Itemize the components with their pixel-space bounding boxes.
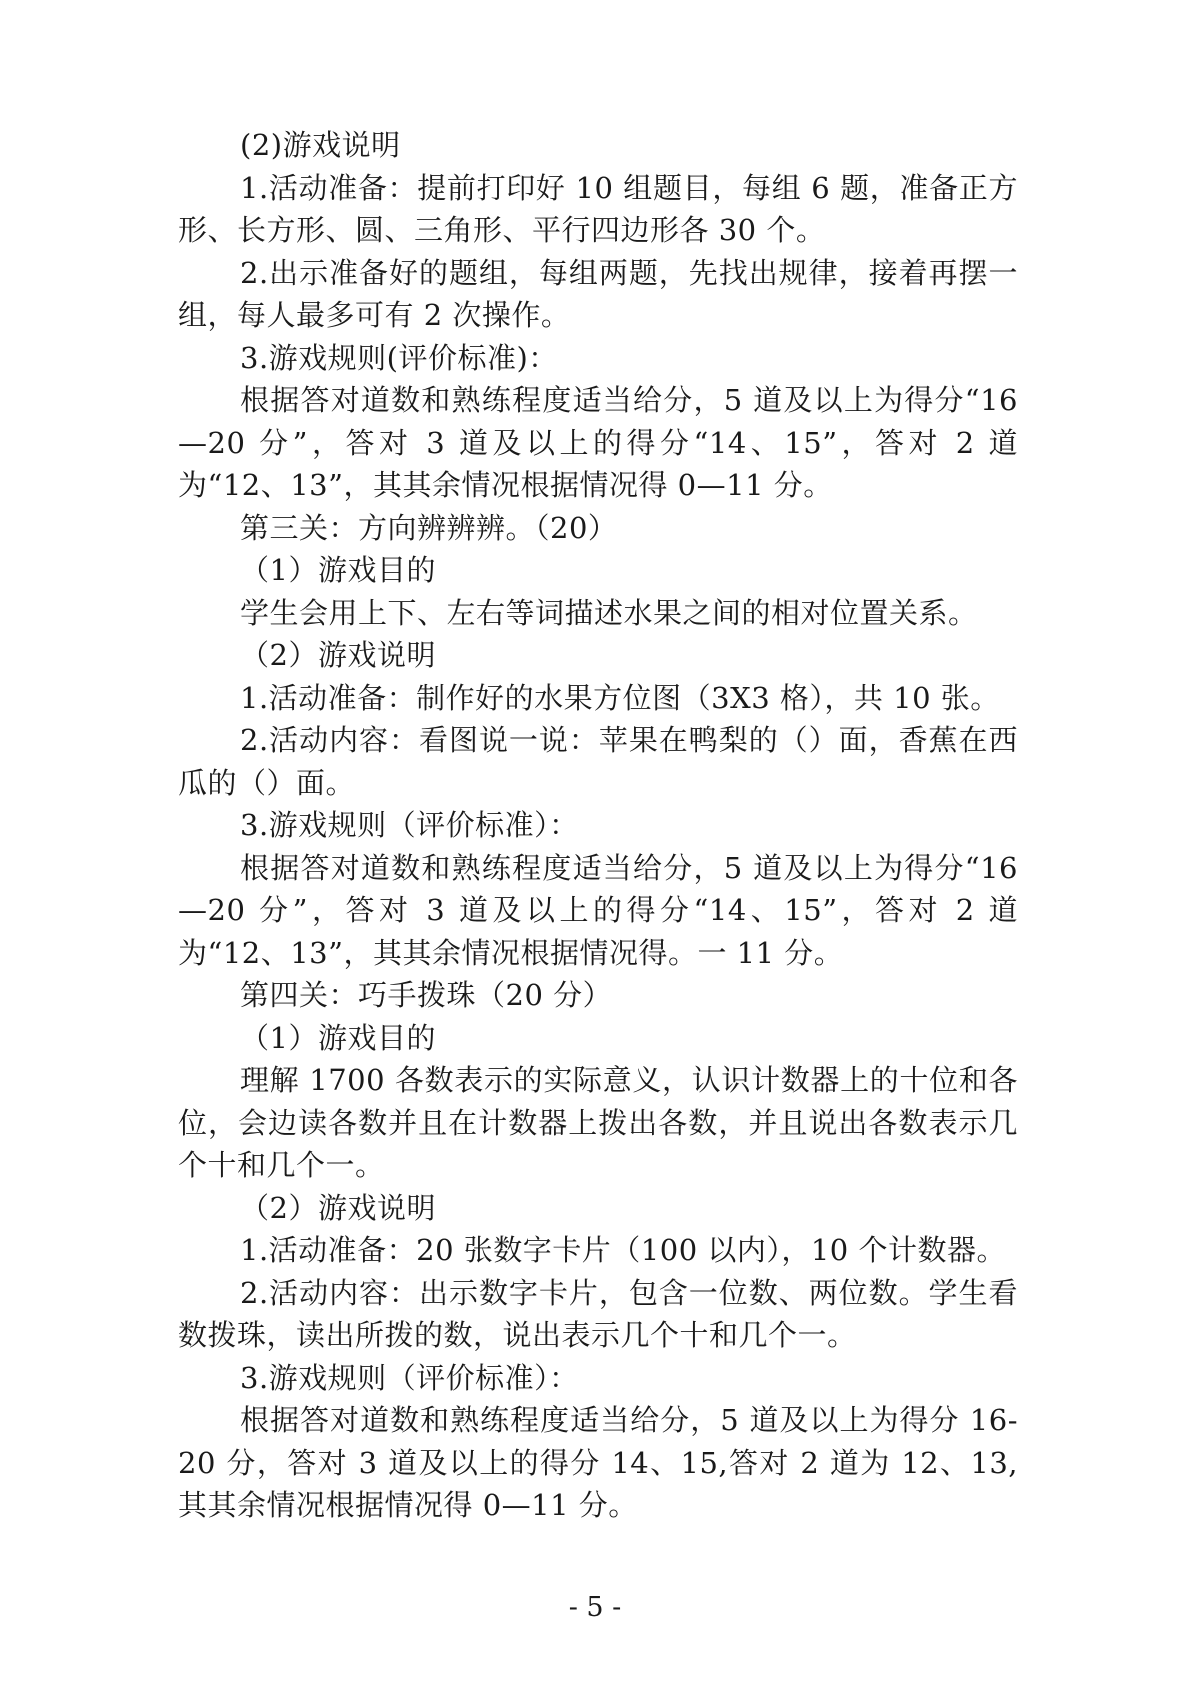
paragraph-game-rules-heading: 3.游戏规则（评价标准）： bbox=[240, 1360, 579, 1395]
paragraph-level-four-title: 第四关：巧手拨珠（20 分） bbox=[240, 978, 613, 1012]
paragraph-show-question-groups: 2.出示准备好的题组，每组两题，先找出规律，接着再摆一组，每人最多可有 2 次操作。 bbox=[178, 255, 1018, 332]
paragraph-activity-preparation: 1.活动准备：制作好的水果方位图（3X3 格），共 10 张。 bbox=[240, 680, 1000, 715]
paragraph-game-purpose: 理解 1700 各数表示的实际意义，认识计数器上的十位和各位，会边读各数并且在计数器上拨出各数，并且说出各数表示几个十和几个一。 bbox=[178, 1063, 1018, 1182]
paragraph-activity-preparation: 1.活动准备：提前打印好 10 组题目，每组 6 题，准备正方形、长方形、圆、三角形、平行四边形各 30 个。 bbox=[178, 170, 1018, 247]
paragraph-game-description-heading: （2）游戏说明 bbox=[240, 1190, 436, 1225]
paragraph-game-description-heading: （2）游戏说明 bbox=[240, 638, 436, 672]
paragraph-game-rules-heading: 3.游戏规则(评价标准)： bbox=[240, 340, 558, 375]
paragraph-activity-content: 2.活动内容：出示数字卡片，包含一位数、两位数。学生看数拨珠，读出所拨的数，说出表示几个十和几个一。 bbox=[178, 1275, 1018, 1352]
paragraph-game-description-heading: (2)游戏说明 bbox=[240, 128, 401, 162]
paragraph-game-purpose-heading: （1）游戏目的 bbox=[240, 553, 436, 587]
paragraph-activity-content: 2.活动内容：看图说一说：苹果在鸭梨的（）面，香蕉在西瓜的（）面。 bbox=[178, 723, 1018, 800]
paragraph-scoring-rules: 根据答对道数和熟练程度适当给分，5 道及以上为得分 16-20 分，答对 3 道及以上的得分 14、15,答对 2 道为 12、13,其其余情况根据情况得 0—11 分。 bbox=[178, 1403, 1018, 1522]
paragraph-scoring-rules: 根据答对道数和熟练程度适当给分，5 道及以上为得分“16—20 分”，答对 3 道及以上的得分“14、15”，答对 2 道为“12、13”，其其余情况根据情况得。一 11 分。 bbox=[178, 850, 1018, 970]
paragraph-activity-preparation: 1.活动准备：20 张数字卡片（100 以内），10 个计数器。 bbox=[240, 1233, 1006, 1267]
page-number: - 5 - bbox=[568, 1592, 622, 1623]
paragraph-game-rules-heading: 3.游戏规则（评价标准）： bbox=[240, 808, 579, 842]
paragraph-level-three-title: 第三关：方向辨辨辨。（20） bbox=[240, 510, 618, 545]
document-body bbox=[178, 124, 1018, 1527]
paragraph-scoring-rules: 根据答对道数和熟练程度适当给分，5 道及以上为得分“16—20 分”，答对 3 道及以上的得分“14、15”，答对 2 道为“12、13”，其其余情况根据情况得 0—11 分。 bbox=[178, 383, 1018, 502]
paragraph-game-purpose-heading: （1）游戏目的 bbox=[240, 1020, 436, 1055]
paragraph-game-purpose: 学生会用上下、左右等词描述水果之间的相对位置关系。 bbox=[240, 595, 978, 630]
